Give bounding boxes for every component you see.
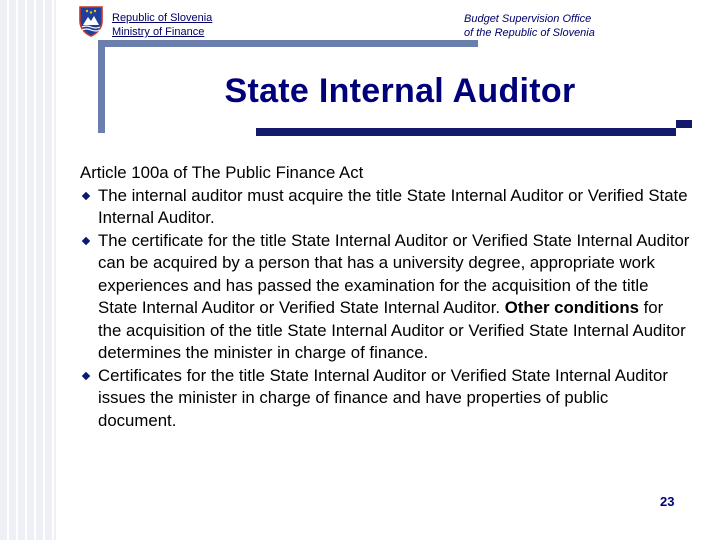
bullet-list [80, 185, 690, 433]
list-item [80, 365, 690, 433]
header-office-line1: Budget Supervision Office [464, 13, 592, 25]
bullet-text-after: for the acquisition of the title State Internal Auditor or Verified State Internal Auditor determines the minister in charge of finance. [98, 298, 686, 362]
slide-title: State Internal Auditor [224, 72, 576, 110]
page-number: 23 [660, 494, 675, 509]
decorative-title-underline-end [676, 120, 692, 128]
bullet-text: The internal auditor must acquire the title State Internal Auditor or Verified State Internal Auditor. [98, 185, 688, 227]
header-office [464, 12, 595, 40]
diamond-bullet-icon [82, 236, 90, 244]
bullet-text-before: The certificate for the title State Internal Auditor or Verified State Internal Auditor can be acquired by a person that has a university degree, appropriate work experiences and has passed the examination for the acquisition of the title State Internal Auditor or Verified State Internal Auditor. [98, 230, 690, 317]
article-heading: Article 100a of The Public Finance Act [80, 163, 364, 182]
bullet-text: Certificates for the title State Internal Auditor or Verified State Internal Auditor issues the minister in charge of finance and have properties of public document. [98, 365, 668, 430]
decorative-title-underline [256, 128, 676, 136]
decorative-top-bar [98, 40, 478, 47]
coat-of-arms-icon [78, 5, 104, 37]
header-ministry [112, 11, 212, 39]
diamond-bullet-icon [82, 191, 90, 199]
header-ministry-name: Ministry of Finance [112, 26, 205, 38]
bullet-text-bold: Other conditions [504, 298, 639, 317]
diamond-bullet-icon [82, 371, 90, 379]
slide-body [80, 162, 690, 432]
header-country: Republic of Slovenia [112, 12, 213, 24]
list-item [80, 185, 690, 230]
header-office-line2: of the Republic of Slovenia [464, 27, 595, 39]
list-item [80, 230, 690, 365]
